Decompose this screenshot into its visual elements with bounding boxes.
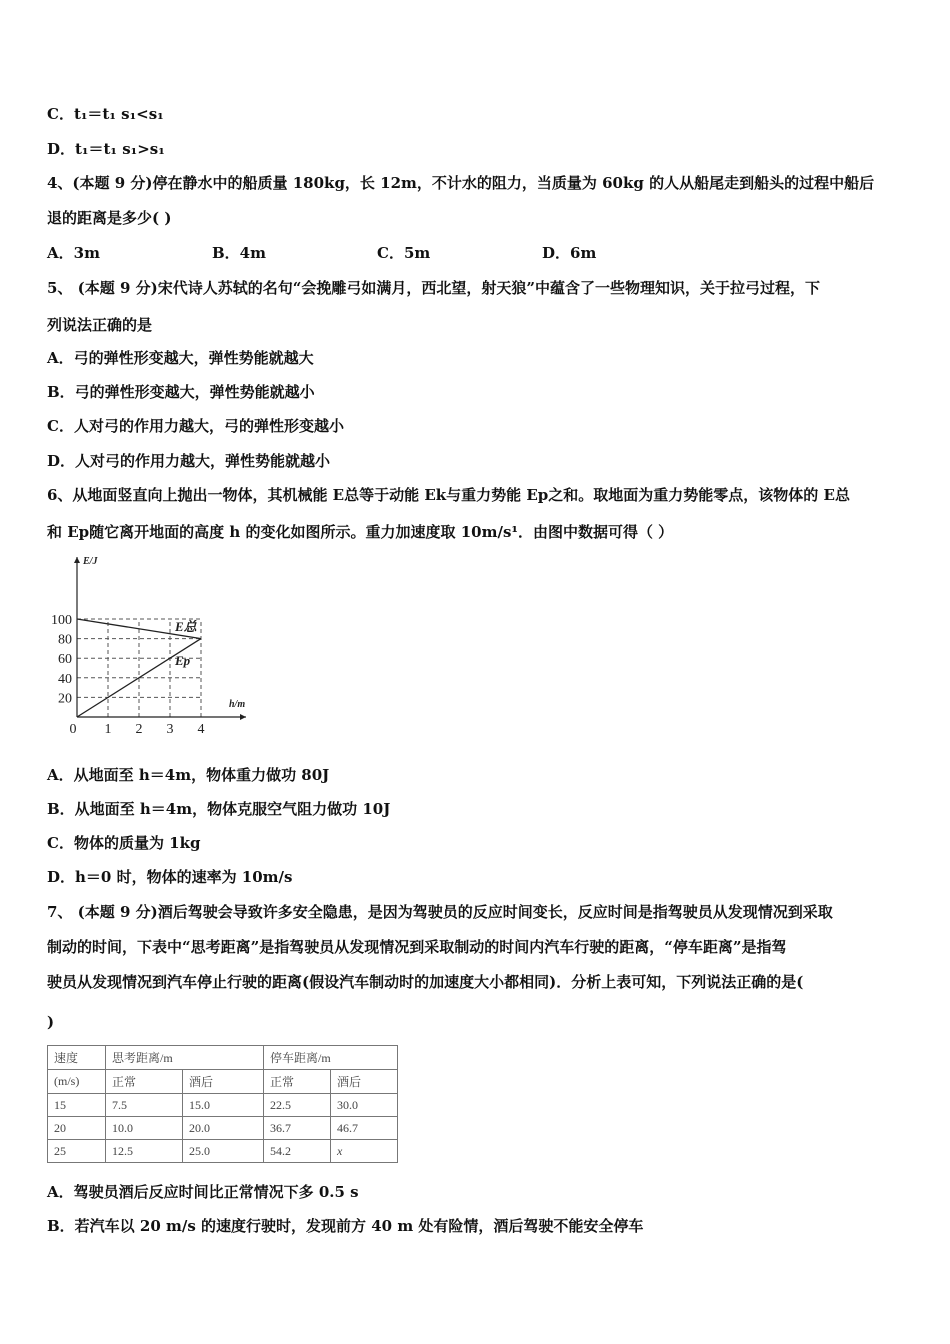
x-tick-label: 4 [197,722,205,737]
header-unit: (m/s) [48,1070,106,1094]
table-cell: 10.0 [106,1117,183,1140]
energy-height-chart [44,552,254,737]
q3-option-d: D．t₁＝t₁ s₁>s₁ [47,140,165,158]
table-cell: 46.7 [331,1117,398,1140]
y-axis-label: E/J [83,556,98,567]
y-tick-label: 60 [58,652,72,668]
legend-e-total: E总 [175,618,197,634]
table-cell: 25 [48,1140,106,1163]
x-tick-label: 1 [104,722,112,737]
table-cell: 25.0 [183,1140,264,1163]
y-axis-arrow [74,557,80,563]
table-row [48,1094,398,1117]
y-tick-label: 20 [58,691,72,707]
header-think: 思考距离/m [106,1046,264,1070]
q7-stem-3: 驶员从发现情况到汽车停止行驶的距离(假设汽车制动时的加速度大小都相同)．分析上表可知，下列说法正确的是( [47,973,804,991]
header-normal: 正常 [264,1070,331,1094]
y-tick-label: 100 [51,613,72,628]
table-cell: 20 [48,1117,106,1140]
table-cell: 30.0 [331,1094,398,1117]
q4-stem-1: 4、(本题 9 分)停在静水中的船质量 180kg，长 12m，不计水的阻力，当质量为 60kg 的人从船尾走到船头的过程中船后 [47,174,875,192]
table-cell: 36.7 [264,1117,331,1140]
q6-option-a: A．从地面至 h＝4m，物体重力做功 80J [47,766,330,784]
q6-stem-1: 6、从地面竖直向上抛出一物体，其机械能 E总等于动能 Ek与重力势能 Ep之和。取地面为重力势能零点，该物体的 E总 [47,486,850,504]
q3-option-c: C．t₁＝t₁ s₁<s₁ [47,105,164,123]
x-tick-label: 3 [166,722,174,737]
y-tick-label: 80 [58,632,72,648]
q7-stem-2: 制动的时间，下表中“思考距离”是指驾驶员从发现情况到采取制动的时间内汽车行驶的距离，“停车距离”是指驾 [47,938,787,956]
header-speed: 速度 [48,1046,106,1070]
table-cell: 7.5 [106,1094,183,1117]
x-tick-label: 2 [135,722,143,737]
q6-option-d: D．h＝0 时，物体的速率为 10m/s [47,868,293,886]
q5-option-c: C．人对弓的作用力越大，弓的弹性形变越小 [47,417,344,435]
table-cell: x [331,1140,398,1163]
legend-ep: Ep [175,653,191,669]
header-normal: 正常 [106,1070,183,1094]
table-cell: 54.2 [264,1140,331,1163]
y-tick-label: 40 [58,671,72,687]
q4-option-d: D．6m [542,244,597,262]
header-drunk: 酒后 [331,1070,398,1094]
table-cell: 22.5 [264,1094,331,1117]
distance-table [47,1045,398,1163]
q4-option-c: C．5m [377,244,431,262]
q6-option-b: B．从地面至 h＝4m，物体克服空气阻力做功 10J [47,800,391,818]
header-stop: 停车距离/m [264,1046,398,1070]
q7-option-b: B．若汽车以 20 m/s 的速度行驶时，发现前方 40 m 处有险情，酒后驾驶不能安全停车 [47,1217,644,1235]
table-cell: 15 [48,1094,106,1117]
q5-stem-1: 5、 (本题 9 分)宋代诗人苏轼的名句“会挽雕弓如满月，西北望，射天狼”中蕴含了一些物理知识，关于拉弓过程，下 [47,279,820,297]
q5-option-d: D．人对弓的作用力越大，弹性势能就越小 [47,452,331,470]
q7-stem-1: 7、 (本题 9 分)酒后驾驶会导致许多安全隐患，是因为驾驶员的反应时间变长，反应时间是指驾驶员从发现情况到采取 [47,903,833,921]
x-axis-arrow [240,714,246,720]
table-row [48,1117,398,1140]
q4-option-b: B．4m [212,244,266,262]
x-axis-label: h/m [229,699,246,710]
q4-option-a: A．3m [47,244,100,262]
table-cell: 12.5 [106,1140,183,1163]
q7-option-a: A．驾驶员酒后反应时间比正常情况下多 0.5 s [47,1183,359,1201]
table-row [48,1140,398,1163]
table-cell: 15.0 [183,1094,264,1117]
table-cell: 20.0 [183,1117,264,1140]
q4-stem-2: 退的距离是多少( ) [47,209,172,227]
q6-stem-2: 和 Ep随它离开地面的高度 h 的变化如图所示。重力加速度取 10m/s¹．由图中数据可得（ ） [47,523,674,541]
q7-stem-4: ) [47,1013,55,1031]
x-tick-label: 0 [69,722,77,737]
header-drunk: 酒后 [183,1070,264,1094]
q6-option-c: C．物体的质量为 1kg [47,834,201,852]
q5-stem-2: 列说法正确的是 [47,316,153,334]
q5-option-b: B．弓的弹性形变越大，弹性势能就越小 [47,383,315,401]
q5-option-a: A．弓的弹性形变越大，弹性势能就越大 [47,349,314,367]
